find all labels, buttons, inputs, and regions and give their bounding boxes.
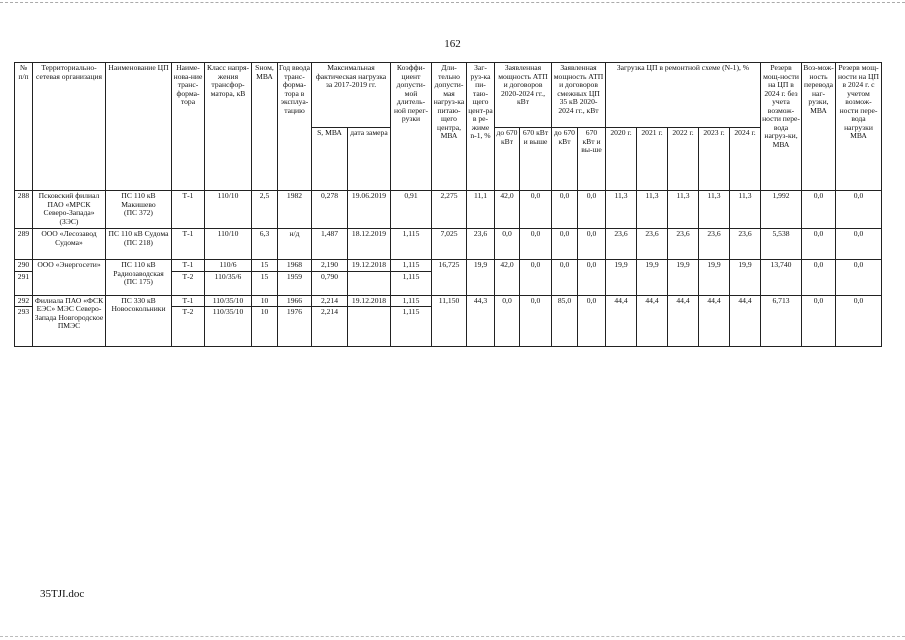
- header-over-670-adj: 670 кВт и вы-ше: [578, 128, 606, 191]
- cell-voltage: 110/35/6: [205, 271, 252, 295]
- cell-org: ООО «Энергосети»: [33, 260, 106, 296]
- cell-transformer: Т-1: [172, 229, 205, 260]
- cell-transfer: 0,0: [802, 295, 836, 347]
- cell-num: 292: [15, 295, 33, 307]
- header-transformer: Наиме-нова-ние транс-форма-тора: [172, 63, 205, 191]
- cell-num: 290: [15, 260, 33, 272]
- cell-2021: 44,4: [637, 295, 668, 347]
- cell-longload: 11,150: [432, 295, 467, 347]
- cell-year: 1976: [278, 307, 312, 347]
- top-scan-line: [0, 2, 905, 3]
- table-row: [15, 229, 882, 260]
- cell-2022: 44,4: [668, 295, 699, 347]
- cell-adj-upto: 0,0: [552, 260, 578, 296]
- cell-snom: 10: [252, 307, 278, 347]
- cell-transfer: 0,0: [802, 191, 836, 229]
- cell-num: 291: [15, 271, 33, 295]
- cell-coef: 1,115: [391, 295, 432, 307]
- cell-reserve: 1,992: [761, 191, 802, 229]
- header-snom: Sном, МВА: [252, 63, 278, 191]
- header-declared-atp: Заявленная мощность АТП и договоров 2020-2024 гг., кВт: [495, 63, 552, 128]
- cell-voltage: 110/35/10: [205, 295, 252, 307]
- page-number: 162: [444, 38, 461, 50]
- cell-atp-upto: 0,0: [495, 295, 520, 347]
- cell-coef: 1,115: [391, 271, 432, 295]
- cell-2023: 11,3: [699, 191, 730, 229]
- header-declared-adjacent: Заявленная мощность АТП и договоров смежных ЦП 35 кВ 2020-2024 гг., кВт: [552, 63, 606, 128]
- header-over-670: 670 кВт и выше: [520, 128, 552, 191]
- cell-load-n1: 11,1: [467, 191, 495, 229]
- cell-date: 19.12.2018: [348, 260, 391, 272]
- cell-2022: 11,3: [668, 191, 699, 229]
- cell-longload: 7,025: [432, 229, 467, 260]
- cell-longload: 2,275: [432, 191, 467, 229]
- header-2021: 2021 г.: [637, 128, 668, 191]
- cell-coef: 0,91: [391, 191, 432, 229]
- header-year: Год ввода транс-форма-тора в эксплуа-тацию: [278, 63, 312, 191]
- header-voltage: Класс напря-жения трансфор-матора, кВ: [205, 63, 252, 191]
- cell-transformer: Т-2: [172, 271, 205, 295]
- cell-2022: 23,6: [668, 229, 699, 260]
- cp-code: (ПС 218): [124, 237, 153, 247]
- cell-year: 1982: [278, 191, 312, 229]
- cell-org: Филиала ПАО «ФСК ЕЭС» МЭС Северо-Запада Новгородское ПМЭС: [33, 295, 106, 347]
- header-2024: 2024 г.: [730, 128, 761, 191]
- cell-atp-over: 0,0: [520, 260, 552, 296]
- cell-date: [348, 307, 391, 347]
- table-row: [15, 260, 882, 272]
- cell-adj-upto: 85,0: [552, 295, 578, 347]
- cell-year: 1966: [278, 295, 312, 307]
- cell-date: 18.12.2019: [348, 229, 391, 260]
- cell-voltage: 110/10: [205, 191, 252, 229]
- header-longload: Дли-тельно допусти-мая нагруз-ка питаю-щего центра, МВА: [432, 63, 467, 191]
- cell-transformer: Т-1: [172, 191, 205, 229]
- cell-2021: 11,3: [637, 191, 668, 229]
- cp-name: ПС 110 кВ Радиозаводская: [113, 260, 164, 278]
- header-repair-load: Загрузка ЦП в ремонтной схеме (N-1), %: [606, 63, 761, 128]
- cell-2023: 23,6: [699, 229, 730, 260]
- header-load-n1: Заг-руз-ка пи-таю-щего цент-ра в ре-жиме n-1, %: [467, 63, 495, 191]
- cell-2020: 23,6: [606, 229, 637, 260]
- cell-s: 1,487: [312, 229, 348, 260]
- header-coef: Коэффи-циент допусти-мой длитель-ной перег-рузки: [391, 63, 432, 191]
- cell-2021: 23,6: [637, 229, 668, 260]
- header-reserve-transfer: Резерв мощ-ности на ЦП в 2024 г. с учетом возмож-ности пере-вода нагрузки МВА: [836, 63, 882, 191]
- cell-snom: 6,3: [252, 229, 278, 260]
- cell-atp-upto: 42,0: [495, 191, 520, 229]
- header-cp: Наименование ЦП: [106, 63, 172, 191]
- cell-coef: 1,115: [391, 307, 432, 347]
- cell-2024: 19,9: [730, 260, 761, 296]
- cell-2024: 44,4: [730, 295, 761, 347]
- cell-cp: [106, 260, 172, 296]
- cell-load-n1: 23,6: [467, 229, 495, 260]
- cell-voltage: 110/35/10: [205, 307, 252, 347]
- cell-voltage: 110/10: [205, 229, 252, 260]
- cell-atp-upto: 0,0: [495, 229, 520, 260]
- cell-2024: 11,3: [730, 191, 761, 229]
- cell-s: 0,790: [312, 271, 348, 295]
- cell-atp-over: 0,0: [520, 229, 552, 260]
- cell-snom: 15: [252, 271, 278, 295]
- cell-year: н/д: [278, 229, 312, 260]
- header-org: Территориально-сетевая организация: [33, 63, 106, 191]
- cell-reserve-transfer: 0,0: [836, 229, 882, 260]
- cell-adj-over: 0,0: [578, 229, 606, 260]
- cell-adj-upto: 0,0: [552, 229, 578, 260]
- footer-filename: 35TJI.doc: [40, 588, 85, 600]
- header-upto-670: до 670 кВт: [495, 128, 520, 191]
- cell-snom: 10: [252, 295, 278, 307]
- cp-code: (ПС 175): [124, 277, 153, 286]
- cell-adj-over: 0,0: [578, 191, 606, 229]
- cell-2021: 19,9: [637, 260, 668, 296]
- cell-date: 19.12.2018: [348, 295, 391, 307]
- cell-2024: 23,6: [730, 229, 761, 260]
- cell-num: 293: [15, 307, 33, 347]
- cell-date: [348, 271, 391, 295]
- cell-coef: 1,115: [391, 260, 432, 272]
- cell-2023: 44,4: [699, 295, 730, 347]
- cell-num: 289: [15, 229, 33, 260]
- cell-s: 0,278: [312, 191, 348, 229]
- cell-2022: 19,9: [668, 260, 699, 296]
- cell-atp-over: 0,0: [520, 295, 552, 347]
- cell-num: 288: [15, 191, 33, 229]
- header-num: № п/п: [15, 63, 33, 191]
- cell-s: 2,214: [312, 307, 348, 347]
- cell-s: 2,214: [312, 295, 348, 307]
- cell-reserve-transfer: 0,0: [836, 191, 882, 229]
- cell-transformer: Т-1: [172, 295, 205, 307]
- cell-reserve: 5,538: [761, 229, 802, 260]
- cell-reserve: 13,740: [761, 260, 802, 296]
- header-transfer: Воз-мож-ность перевода наг-рузки, МВА: [802, 63, 836, 191]
- load-table: [14, 62, 882, 347]
- cell-reserve-transfer: 0,0: [836, 260, 882, 296]
- cell-year: 1968: [278, 260, 312, 272]
- cell-transfer: 0,0: [802, 260, 836, 296]
- cell-org: Псковский филиал ПАО «МРСК Северо-Запада» (ЗЭС): [33, 191, 106, 229]
- cell-load-n1: 44,3: [467, 295, 495, 347]
- cell-s: 2,190: [312, 260, 348, 272]
- header-row-1: [15, 63, 882, 128]
- cell-adj-over: 0,0: [578, 260, 606, 296]
- cell-2023: 19,9: [699, 260, 730, 296]
- cell-load-n1: 19,9: [467, 260, 495, 296]
- cell-adj-upto: 0,0: [552, 191, 578, 229]
- cell-transfer: 0,0: [802, 229, 836, 260]
- cell-snom: 15: [252, 260, 278, 272]
- cell-cp: [106, 229, 172, 260]
- header-s-mva: S, МВА: [312, 128, 348, 191]
- cell-snom: 2,5: [252, 191, 278, 229]
- cell-2020: 44,4: [606, 295, 637, 347]
- header-reserve: Резерв мощ-ности на ЦП в 2024 г. без учета возмож-ности пере-вода нагруз-ки, МВА: [761, 63, 802, 191]
- cell-longload: 16,725: [432, 260, 467, 296]
- cell-cp: ПС 330 кВ Новосокольники: [106, 295, 172, 347]
- cell-2020: 19,9: [606, 260, 637, 296]
- cell-date: 19.06.2019: [348, 191, 391, 229]
- header-2022: 2022 г.: [668, 128, 699, 191]
- cell-atp-upto: 42,0: [495, 260, 520, 296]
- cell-year: 1959: [278, 271, 312, 295]
- cell-atp-over: 0,0: [520, 191, 552, 229]
- cell-adj-over: 0,0: [578, 295, 606, 347]
- cell-2020: 11,3: [606, 191, 637, 229]
- cell-org: ООО «Лесозавод Судома»: [33, 229, 106, 260]
- cell-transformer: Т-1: [172, 260, 205, 272]
- cell-transformer: Т-2: [172, 307, 205, 347]
- table-row: [15, 295, 882, 307]
- table-row: [15, 191, 882, 229]
- header-meas-date: дата замера: [348, 128, 391, 191]
- cp-name: ПС 110 кВ Макишево: [121, 191, 156, 209]
- header-maxload: Максимальная фактическая нагрузка за 2017-2019 гг.: [312, 63, 391, 128]
- cell-cp: [106, 191, 172, 229]
- header-upto-670-adj: до 670 кВт: [552, 128, 578, 191]
- header-2020: 2020 г.: [606, 128, 637, 191]
- cp-name: ПС 110 кВ Судома: [108, 229, 169, 238]
- cp-code: (ПС 372): [124, 208, 153, 217]
- cell-voltage: 110/6: [205, 260, 252, 272]
- cell-reserve-transfer: 0,0: [836, 295, 882, 347]
- cell-reserve: 6,713: [761, 295, 802, 347]
- cell-coef: 1,115: [391, 229, 432, 260]
- bottom-scan-line: [0, 636, 905, 637]
- header-2023: 2023 г.: [699, 128, 730, 191]
